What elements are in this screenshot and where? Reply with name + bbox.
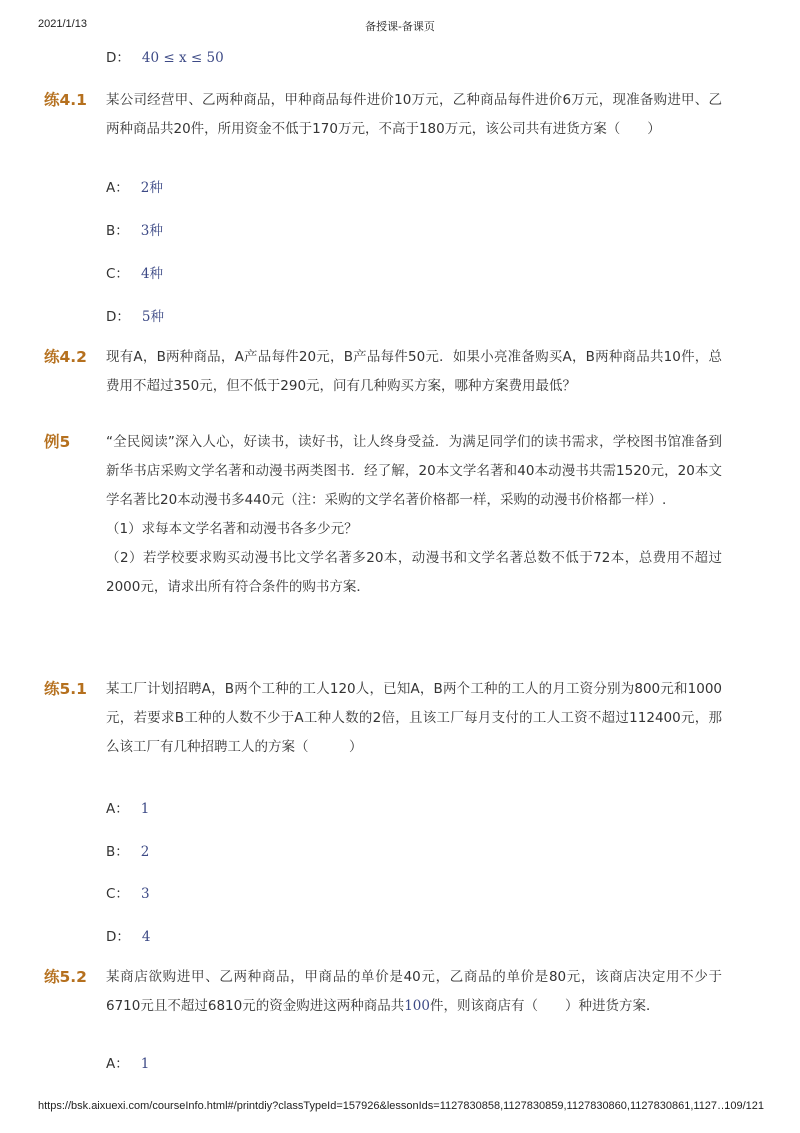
option-value: 1	[140, 1056, 150, 1072]
question-text-5-2	[106, 963, 722, 1021]
question-label-5-1: 练5.1	[44, 680, 87, 698]
question-label-4-2: 练4.2	[44, 348, 87, 366]
option-d-4-1	[106, 305, 164, 325]
option-value: 40 ≤ x ≤ 50	[141, 50, 224, 66]
option-key: D：	[106, 309, 130, 325]
option-key: D：	[106, 929, 130, 945]
option-key: A：	[106, 180, 129, 196]
question-stem	[106, 963, 722, 1021]
example-sub-question-2: （2）若学校要求购买动漫书比文学名著多20本，动漫书和文学名著总数不低于72本，总费用不超过2000元，请求出所有符合条件的购书方案．	[106, 550, 722, 595]
question-stem-part-b: 件，则该商店有（ ）种进货方案．	[430, 998, 660, 1014]
option-key: C：	[106, 266, 129, 282]
question-stem: 现有A，B两种商品，A产品每件20元，B产品每件50元．如果小亮准备购买A，B两种商品共10件，总费用不超过350元，但不低于290元，问有几种购买方案，哪种方案费用最低？	[106, 349, 722, 394]
question-stem-part-a: 某商店欲购进甲、乙两种商品，甲商品的单价是40元，乙商品的单价是80元，该商店决定用不少于6710元且不超过6810元的资金购进这两种商品共	[106, 969, 722, 1014]
question-text-4-2	[106, 343, 722, 401]
footer-url: https://bsk.aixuexi.com/courseInfo.html#/printdiy?classTypeId=157926&lessonIds=1127830858,1127830859,1127830860,1127830861,1127…	[38, 1100, 729, 1112]
option-value: 2	[140, 844, 150, 860]
option-value: 4种	[140, 266, 164, 282]
option-value: 3	[140, 886, 150, 902]
option-value: 3种	[140, 223, 163, 239]
question-text-5-1	[106, 675, 722, 762]
option-b-4-1	[106, 219, 163, 239]
example-label-5: 例5	[44, 433, 71, 451]
option-d-5-1	[106, 925, 151, 945]
header-date: 2021/1/13	[38, 18, 87, 30]
question-stem: 某公司经营甲、乙两种商品，甲种商品每件进价10万元，乙种商品每件进价6万元，现准备购进甲、乙两种商品共20件，所用资金不低于170万元，不高于180万元，该公司共有进货方案（ ）	[106, 92, 722, 137]
option-key: A：	[106, 801, 129, 817]
option-key: B：	[106, 223, 129, 239]
footer-page-number: 109/121	[724, 1100, 764, 1112]
question-text-4-1	[106, 86, 722, 144]
option-a-4-1	[106, 176, 163, 196]
example-text-5	[106, 428, 722, 602]
option-key: C：	[106, 886, 129, 902]
example-sub-question-1: （1）求每本文学名著和动漫书各多少元？	[106, 521, 358, 537]
example-stem: “全民阅读”深入人心，好读书，读好书，让人终身受益．为满足同学们的读书需求，学校图书馆准备到新华书店采购文学名著和动漫书两类图书．经了解，20本文学名著和40本动漫书共需1520元，20本文学名著比20本动漫书多440元（注：采购的文学名著价格都一样，采购的动漫书价格都一样）.	[106, 434, 722, 508]
option-key: B：	[106, 844, 129, 860]
option-key: D：	[106, 50, 130, 66]
option-key: A：	[106, 1056, 129, 1072]
option-d-top	[106, 46, 224, 66]
question-stem: 某工厂计划招聘A，B两个工种的工人120人，已知A，B两个工种的工人的月工资分别为800元和1000元，若要求B工种的人数不少于A工种人数的2倍，且该工厂每月支付的工人工资不超过112400元，那么该工厂有几种招聘工人的方案（ ）	[106, 681, 722, 755]
question-stem-number: 100	[404, 998, 430, 1014]
question-label-4-1: 练4.1	[44, 91, 87, 109]
question-label-5-2: 练5.2	[44, 968, 87, 986]
option-b-5-1	[106, 840, 149, 860]
option-value: 2种	[140, 180, 163, 196]
option-a-5-2	[106, 1052, 149, 1072]
option-value: 4	[141, 929, 151, 945]
option-value: 5种	[141, 309, 164, 325]
option-a-5-1	[106, 797, 149, 817]
option-c-4-1	[106, 262, 163, 282]
header-title: 备授课-备课页	[365, 21, 435, 33]
option-c-5-1	[106, 882, 150, 902]
option-value: 1	[140, 801, 150, 817]
